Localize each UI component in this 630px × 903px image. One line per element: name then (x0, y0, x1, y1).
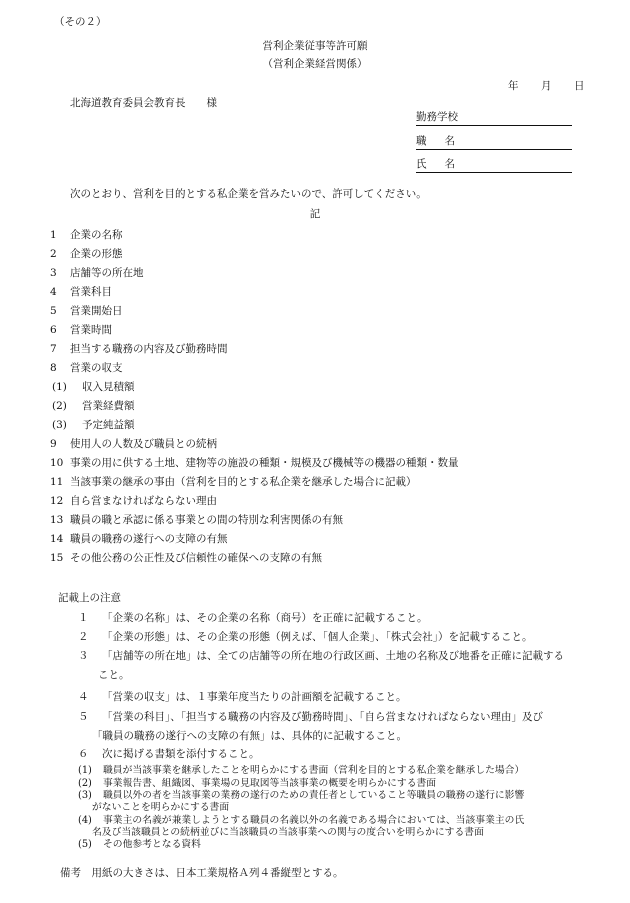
item-number: 3 (50, 267, 57, 279)
item-text: 使用人の人数及び職員との続柄 (70, 438, 217, 450)
item-text: 職員の職務の遂行への支障の有無 (70, 533, 228, 545)
name-label-b: 名 (444, 158, 455, 170)
school-label: 勤務学校 (416, 111, 458, 123)
list-item (50, 285, 112, 299)
list-item (50, 437, 217, 451)
note-text: 次に掲げる書類を添付すること。 (102, 748, 260, 760)
doc-number: (5) (78, 839, 92, 850)
item-number: 12 (50, 495, 64, 507)
note-text-continued: 「職員の職務の遂行への支障の有無」は、具体的に記載すること。 (92, 730, 407, 742)
list-item (50, 342, 228, 356)
list-item (50, 228, 123, 242)
list-item (50, 513, 343, 527)
item-text: 事業の用に供する土地、建物等の施設の種類・規模及び機械等の機器の種類・数量 (70, 457, 459, 469)
item-number: 1 (50, 229, 57, 241)
addressee: 北海道教育委員会教育長 様 (70, 97, 217, 109)
item-number: (2) (52, 400, 67, 412)
school-field (416, 110, 572, 126)
note-number: ３ (78, 650, 89, 662)
note-number: ４ (78, 691, 89, 703)
item-text: 職員の職と承認に係る事業との間の特別な利害関係の有無 (70, 514, 343, 526)
note-item (78, 611, 428, 625)
list-item (50, 361, 123, 375)
list-item (50, 551, 322, 565)
doc-number: (2) (78, 778, 92, 789)
doc-item (78, 778, 436, 790)
name-label-a: 氏 (416, 158, 427, 170)
item-number: (1) (52, 381, 67, 393)
item-number: 11 (50, 476, 64, 488)
item-text: 企業の形態 (70, 248, 123, 260)
name-field (416, 157, 572, 173)
doc-text: 職員が当該事業を継承したことを明らかにする書面（営利を目的とする私企業を継承した場合） (103, 765, 525, 776)
list-subitem (52, 399, 135, 413)
item-number: 7 (50, 343, 57, 355)
remarks: 備考 用紙の大きさは、日本工業規格Ａ列４番縦型とする。 (60, 867, 344, 879)
note-item (78, 747, 260, 761)
doc-text: その他参考となる資料 (103, 839, 201, 850)
form-number: （その２） (54, 16, 107, 28)
doc-text-continued: がないことを明らかにする書面 (92, 802, 230, 813)
item-number: 8 (50, 362, 57, 374)
note-number: １ (78, 612, 89, 624)
item-text: 担当する職務の内容及び勤務時間 (70, 343, 228, 355)
item-text: その他公務の公正性及び信頼性の確保への支障の有無 (70, 552, 322, 564)
note-item (78, 649, 564, 663)
list-item (50, 532, 228, 546)
item-text: 店舗等の所在地 (70, 267, 144, 279)
doc-item (78, 839, 201, 851)
position-field (416, 134, 572, 150)
list-item (50, 323, 112, 337)
list-subitem (52, 380, 135, 394)
position-label-a: 職 (416, 135, 427, 147)
note-number: ５ (78, 711, 89, 723)
note-text: 「営業の収支」は、１事業年度当たりの計画額を記載すること。 (102, 691, 407, 703)
item-number: 13 (50, 514, 64, 526)
document-subtitle: （営利企業経営関係） (262, 58, 368, 70)
item-text: 自ら営まなければならない理由 (70, 495, 217, 507)
item-number: (3) (52, 419, 67, 431)
doc-text-continued: 名及び当該職員との続柄並びに当該職員の当該事業への関与の度合いを明らかにする書面 (92, 827, 484, 838)
note-text: 「企業の名称」は、その企業の名称（商号）を正確に記載すること。 (102, 612, 428, 624)
item-text: 営業開始日 (70, 305, 123, 317)
notes-heading: 記載上の注意 (58, 592, 121, 604)
item-number: 9 (50, 438, 57, 450)
document-title: 営利企業従事等許可願 (262, 40, 368, 52)
doc-item (78, 765, 524, 777)
list-subitem (52, 418, 135, 432)
request-text: 次のとおり、営利を目的とする私企業を営みたいので、許可してください。 (70, 188, 427, 200)
doc-text: 事業報告書、組織図、事業場の見取図等当該事業の概要を明らかにする書面 (103, 778, 437, 789)
item-text: 当該事業の継承の事由（営利を目的とする私企業を継承した場合に記載） (70, 476, 417, 488)
list-item (50, 475, 417, 489)
item-number: 14 (50, 533, 64, 545)
note-text-continued: こと。 (98, 669, 130, 681)
doc-number: (4) (78, 815, 92, 826)
item-text: 予定純益額 (82, 419, 135, 431)
note-text: 「企業の形態」は、その企業の形態（例えば、「個人企業」、「株式会社」）を記載すること。 (102, 631, 533, 643)
item-text: 収入見積額 (82, 381, 135, 393)
item-text: 営業経費額 (82, 400, 135, 412)
item-text: 営業科目 (70, 286, 112, 298)
doc-item (78, 815, 524, 827)
item-number: 6 (50, 324, 57, 336)
list-item (50, 304, 123, 318)
doc-text: 事業主の名義が兼業しようとする職員の名義以外の名義である場合においては、当該事業主の氏 (103, 815, 525, 826)
doc-number: (3) (78, 790, 92, 801)
date-day-label: 日 (574, 80, 585, 92)
item-number: 5 (50, 305, 57, 317)
note-item (78, 710, 543, 724)
list-item (50, 266, 144, 280)
ki-heading: 記 (309, 208, 321, 220)
item-number: 2 (50, 248, 57, 260)
item-text: 営業時間 (70, 324, 112, 336)
item-text: 営業の収支 (70, 362, 123, 374)
note-text: 「営業の科目」、「担当する職務の内容及び勤務時間」、「自ら営まなければならない理由」及び (102, 711, 543, 723)
date-year-label: 年 (508, 80, 519, 92)
note-text: 「店舗等の所在地」は、全ての店舗等の所在地の行政区画、土地の名称及び地番を正確に記載する (102, 650, 564, 662)
item-number: 4 (50, 286, 57, 298)
doc-text: 職員以外の者を当該事業の業務の遂行のための責任者としていること等職員の職務の遂行に影響 (103, 790, 525, 801)
note-number: ６ (78, 748, 89, 760)
doc-item (78, 790, 524, 802)
date-month-label: 月 (541, 80, 552, 92)
note-item (78, 690, 407, 704)
list-item (50, 456, 459, 470)
note-number: ２ (78, 631, 89, 643)
doc-number: (1) (78, 765, 92, 776)
position-label-b: 名 (444, 135, 455, 147)
item-text: 企業の名称 (70, 229, 123, 241)
item-number: 15 (50, 552, 64, 564)
list-item (50, 247, 123, 261)
item-number: 10 (50, 457, 64, 469)
note-item (78, 630, 533, 644)
list-item (50, 494, 217, 508)
